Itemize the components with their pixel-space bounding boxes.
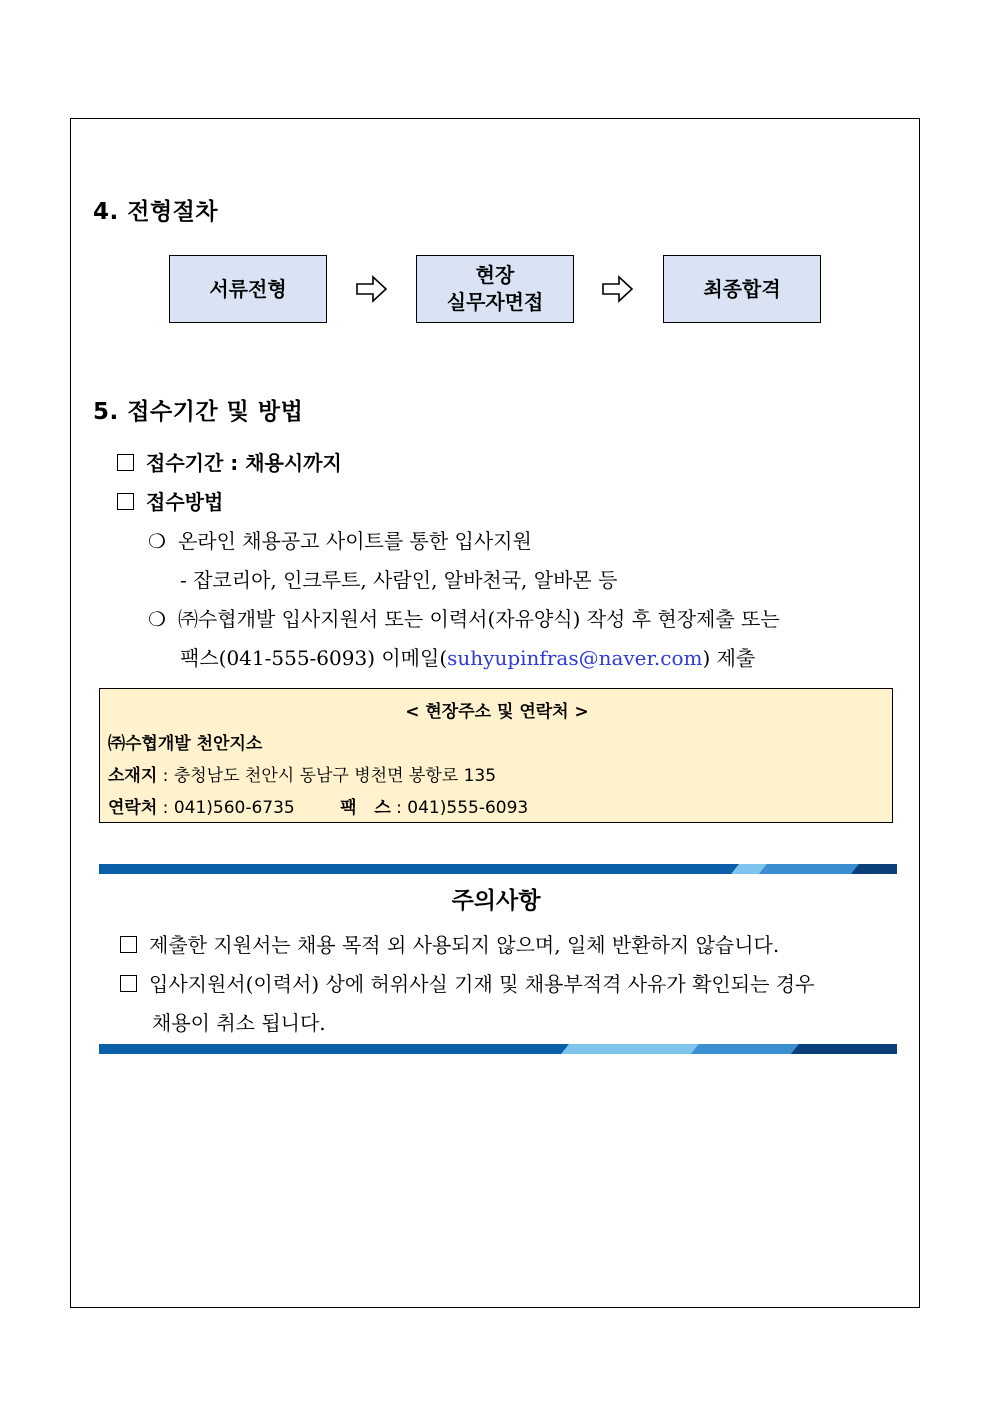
fax-email-text: 팩스(041-555-6093) 이메일( <box>180 646 448 670</box>
bottom-divider-band <box>99 1044 897 1054</box>
phone-label: 연락처 <box>108 798 158 818</box>
fax-label: 팩 스 <box>340 798 391 818</box>
step-final-pass <box>663 255 821 323</box>
submit-text: ) 제출 <box>702 646 756 670</box>
phone-row <box>108 793 528 818</box>
phone-value: : 041)560-6735 <box>157 798 295 818</box>
section4-title: 4. 전형절차 <box>93 199 219 225</box>
company-name: ㈜수협개발 천안지소 <box>108 734 263 754</box>
top-divider-band <box>99 864 897 874</box>
contact-title: < 현장주소 및 연락처 > <box>405 702 589 722</box>
period-line <box>117 447 342 476</box>
bullet-online <box>148 525 532 554</box>
fax-value: : 041)555-6093 <box>390 798 529 818</box>
notice-item-2-cont: 채용이 취소 됩니다. <box>152 1011 326 1035</box>
email-link[interactable]: suhyupinfras@naver.com <box>447 646 703 670</box>
notice-item-1 <box>120 929 779 958</box>
contact-box <box>99 688 893 823</box>
arrow-right-icon <box>602 275 634 303</box>
address-label: 소재지 <box>108 766 158 786</box>
method-line <box>117 486 223 515</box>
circle-bullet-icon: ❍ <box>148 607 166 631</box>
checkbox-icon <box>117 454 134 471</box>
bullet-submit <box>148 603 780 632</box>
address-value: : 충청남도 천안시 동남구 병천면 봉항로 135 <box>157 766 497 786</box>
step-onsite-interview <box>416 255 574 323</box>
notice-item-2-text: 입사지원서(이력서) 상에 허위사실 기재 및 채용부적격 사유가 확인되는 경우 <box>149 972 815 996</box>
checkbox-icon <box>120 936 137 953</box>
step-label: 최종합격 <box>703 276 781 301</box>
step-label: 서류전형 <box>209 276 287 301</box>
arrow-right-icon <box>356 275 388 303</box>
bullet-online-text: 온라인 채용공고 사이트를 통한 입사지원 <box>177 529 532 553</box>
notice-item-2 <box>120 968 814 997</box>
period-text: 접수기간 : 채용시까지 <box>146 451 342 475</box>
bullet-submit-text: ㈜수협개발 입사지원서 또는 이력서(자유양식) 작성 후 현장제출 또는 <box>177 607 780 631</box>
section5-title: 5. 접수기간 및 방법 <box>93 399 304 425</box>
checkbox-icon <box>120 975 137 992</box>
step-label: 현장 실무자면접 <box>446 263 544 314</box>
method-label: 접수방법 <box>146 490 224 514</box>
circle-bullet-icon: ❍ <box>148 529 166 553</box>
checkbox-icon <box>117 493 134 510</box>
bullet-online-sites: - 잡코리아, 인크루트, 사람인, 알바천국, 알바몬 등 <box>180 568 618 592</box>
step-document-screening <box>169 255 327 323</box>
address-row <box>108 761 496 786</box>
notice-item-1-text: 제출한 지원서는 채용 목적 외 사용되지 않으며, 일체 반환하지 않습니다. <box>149 933 780 957</box>
bullet-submit-line2 <box>180 642 755 671</box>
notice-title: 주의사항 <box>451 888 541 914</box>
